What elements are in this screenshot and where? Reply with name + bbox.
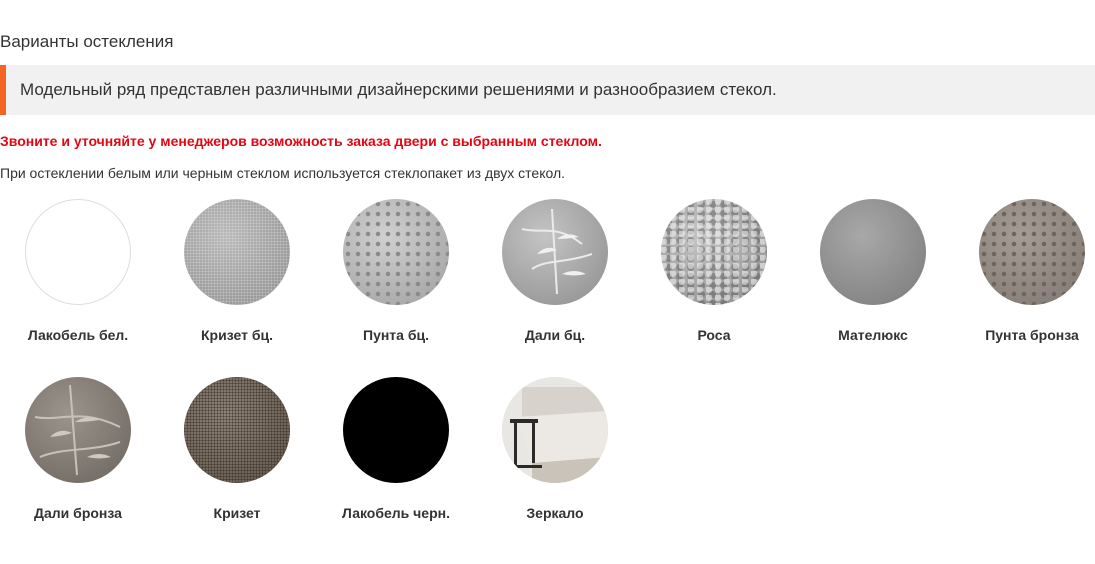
glass-option-punta-bc[interactable] (316, 199, 476, 345)
glass-option-krizet[interactable] (157, 377, 317, 523)
glass-label: Лакобель черн. (342, 505, 450, 521)
glass-swatch[interactable] (502, 199, 608, 305)
glass-label: Мателюкс (838, 327, 908, 343)
glass-label: Дали бронза (34, 505, 122, 521)
glass-swatch[interactable] (184, 199, 290, 305)
info-text: При остеклении белым или черным стеклом используется стеклопакет из двух стекол. (0, 165, 566, 181)
glass-label: Дали бц. (524, 327, 586, 343)
glass-option-lacobel-black[interactable] (316, 377, 476, 523)
glass-option-rosa[interactable] (634, 199, 794, 345)
bamboo-pattern-icon (502, 199, 608, 305)
warning-text: Звоните и уточняйте у менеджеров возможность заказа двери с выбранным стеклом. (0, 133, 602, 149)
glass-label: Кризет бц. (201, 327, 273, 343)
glass-swatch[interactable] (343, 377, 449, 483)
glass-option-lacobel-white[interactable] (0, 199, 158, 345)
glass-option-dali-bc[interactable] (475, 199, 635, 345)
glass-option-matelux[interactable] (793, 199, 953, 345)
glass-option-punta-bronze[interactable] (952, 199, 1095, 345)
glass-swatch[interactable] (502, 377, 608, 483)
section-title: Варианты остекления (0, 32, 174, 51)
glass-label: Зеркало (526, 505, 584, 521)
glass-option-mirror[interactable] (475, 377, 635, 523)
glass-swatch[interactable] (184, 377, 290, 483)
glass-swatch[interactable] (979, 199, 1085, 305)
bamboo-pattern-icon (25, 377, 131, 483)
glass-swatch[interactable] (343, 199, 449, 305)
glass-label: Кризет (213, 505, 261, 521)
mirror-reflection-icon (502, 377, 608, 483)
glass-label: Лакобель бел. (27, 327, 129, 343)
glass-swatch[interactable] (25, 199, 131, 305)
glass-label: Роса (697, 327, 731, 343)
glass-swatch[interactable] (25, 377, 131, 483)
glass-option-krizet-bc[interactable] (157, 199, 317, 345)
notice-box (0, 65, 1095, 115)
glass-swatch[interactable] (661, 199, 767, 305)
notice-text: Модельный ряд представлен различными дизайнерскими решениями и разнообразием стекол. (20, 80, 777, 99)
glass-option-dali-bronze[interactable] (0, 377, 158, 523)
glass-label: Пунта бц. (363, 327, 429, 343)
glass-label: Пунта бронза (985, 327, 1079, 343)
glass-swatch[interactable] (820, 199, 926, 305)
